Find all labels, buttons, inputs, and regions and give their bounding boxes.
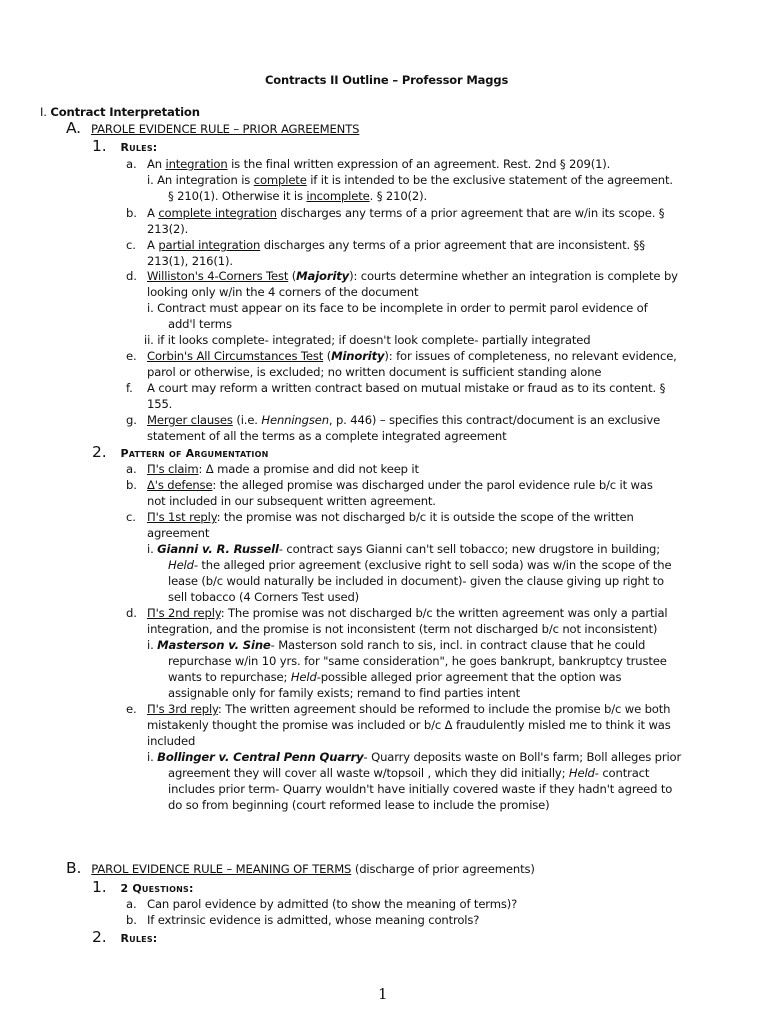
case-note: i. Masterson v. Sine- Masterson sold ranch to sis, incl. in contract clause that he could <box>147 638 646 652</box>
case-note: i. Gianni v. R. Russell- contract says Gianni can't sell tobacco; new drugstore in building; <box>147 542 660 556</box>
case-note: includes prior term- Quarry wouldn't have initially covered waste if they hadn't agreed to <box>168 782 673 796</box>
list-item: Π's 1st reply: the promise was not discharged b/c it is outside the scope of the written <box>147 510 634 524</box>
subsection-heading: B. PAROL EVIDENCE RULE – MEANING OF TERMS (discharge of prior agreements) <box>66 859 535 877</box>
list-item-marker: a. <box>126 897 137 911</box>
list-item: A court may reform a written contract based on mutual mistake or fraud as to its content. § <box>147 381 666 395</box>
list-item: integration, and the promise is not inconsistent (term not discharged b/c not inconsistent) <box>147 622 658 636</box>
case-note: i. Bollinger v. Central Penn Quarry- Quarry deposits waste on Boll's farm; Boll alleges prior <box>147 750 682 764</box>
list-item: Corbin's All Circumstances Test (Minority): for issues of completeness, no relevant evidence, <box>147 349 677 363</box>
list-item: Π's 3rd reply: The written agreement should be reformed to include the promise b/c we both <box>147 702 671 716</box>
case-note: wants to repurchase; Held-possible alleged prior agreement that the option was <box>168 670 622 684</box>
list-item: § 210(1). Otherwise it is incomplete. § 210(2). <box>168 189 428 203</box>
list-heading: 1. Rules: <box>92 137 158 155</box>
list-item: A complete integration discharges any terms of a prior agreement that are w/in its scope. § <box>147 206 665 220</box>
case-note: assignable only for family exists; remand to find parties intent <box>168 686 521 700</box>
case-note: lease (b/c would naturally be included in document)- given the clause giving up right to <box>168 574 664 588</box>
list-item: add'l terms <box>168 317 232 331</box>
page-number: 1 <box>378 985 388 1003</box>
document-title: Contracts II Outline – Professor Maggs <box>265 73 509 87</box>
case-note: sell tobacco (4 Corners Test used) <box>168 590 360 604</box>
list-item-marker: d. <box>126 269 137 283</box>
list-item: Π's 2nd reply: The promise was not discharged b/c the written agreement was only a partial <box>147 606 668 620</box>
case-note: Held- the alleged prior agreement (exclusive right to sell soda) was w/in the scope of the <box>168 558 672 572</box>
list-heading: 1. 2 Questions: <box>92 878 194 896</box>
list-item-marker: e. <box>126 702 137 716</box>
list-heading: 2. Pattern of Argumentation <box>92 443 269 461</box>
list-item: 155. <box>147 397 173 411</box>
list-item: i. Contract must appear on its face to be incomplete in order to permit parol evidence of <box>147 301 648 315</box>
list-item: If extrinsic evidence is admitted, whose meaning controls? <box>147 913 480 927</box>
section-heading: I. Contract Interpretation <box>40 105 200 119</box>
list-item: looking only w/in the 4 corners of the document <box>147 285 419 299</box>
list-item: Williston's 4-Corners Test (Majority): courts determine whether an integration is complete by <box>147 269 678 283</box>
case-note: do so from beginning (court reformed lease to include the promise) <box>168 798 550 812</box>
list-item: statement of all the terms as a complete integrated agreement <box>147 429 507 443</box>
list-item: 213(2). <box>147 222 189 236</box>
list-item: mistakenly thought the promise was included or b/c Δ fraudulently misled me to think it was <box>147 718 671 732</box>
list-item: Can parol evidence by admitted (to show the meaning of terms)? <box>147 897 518 911</box>
subsection-heading: A. PAROLE EVIDENCE RULE – PRIOR AGREEMENTS <box>66 119 360 137</box>
list-item-marker: b. <box>126 478 137 492</box>
case-note: agreement they will cover all waste w/topsoil , which they did initially; Held- contract <box>168 766 650 780</box>
list-item: Π's claim: Δ made a promise and did not keep it <box>147 462 419 476</box>
list-item: Δ's defense: the alleged promise was discharged under the parol evidence rule b/c it was <box>147 478 653 492</box>
list-item-marker: e. <box>126 349 137 363</box>
list-item: i. An integration is complete if it is intended to be the exclusive statement of the agreement. <box>147 173 673 187</box>
list-item-marker: f. <box>126 381 133 395</box>
list-item: agreement <box>147 526 210 540</box>
list-item-marker: c. <box>126 510 136 524</box>
list-item-marker: b. <box>126 913 137 927</box>
case-note: repurchase w/in 10 yrs. for "same consideration", he goes bankrupt, bankruptcy trustee <box>168 654 667 668</box>
list-item: ii. if it looks complete- integrated; if doesn't look complete- partially integrated <box>144 333 591 347</box>
list-item: An integration is the final written expression of an agreement. Rest. 2nd § 209(1). <box>147 157 611 171</box>
list-item: 213(1), 216(1). <box>147 254 233 268</box>
list-item: parol or otherwise, is excluded; no written document is sufficient standing alone <box>147 365 602 379</box>
list-item-marker: a. <box>126 157 137 171</box>
list-item-marker: a. <box>126 462 137 476</box>
list-item-marker: b. <box>126 206 137 220</box>
list-heading: 2. Rules: <box>92 928 158 946</box>
list-item: included <box>147 734 196 748</box>
list-item-marker: g. <box>126 413 137 427</box>
list-item-marker: c. <box>126 238 136 252</box>
list-item-marker: d. <box>126 606 137 620</box>
list-item: A partial integration discharges any terms of a prior agreement that are inconsistent. §§ <box>147 238 645 252</box>
list-item: not included in our subsequent written agreement. <box>147 494 436 508</box>
list-item: Merger clauses (i.e. Henningsen, p. 446) – specifies this contract/document is an exclusive <box>147 413 661 427</box>
